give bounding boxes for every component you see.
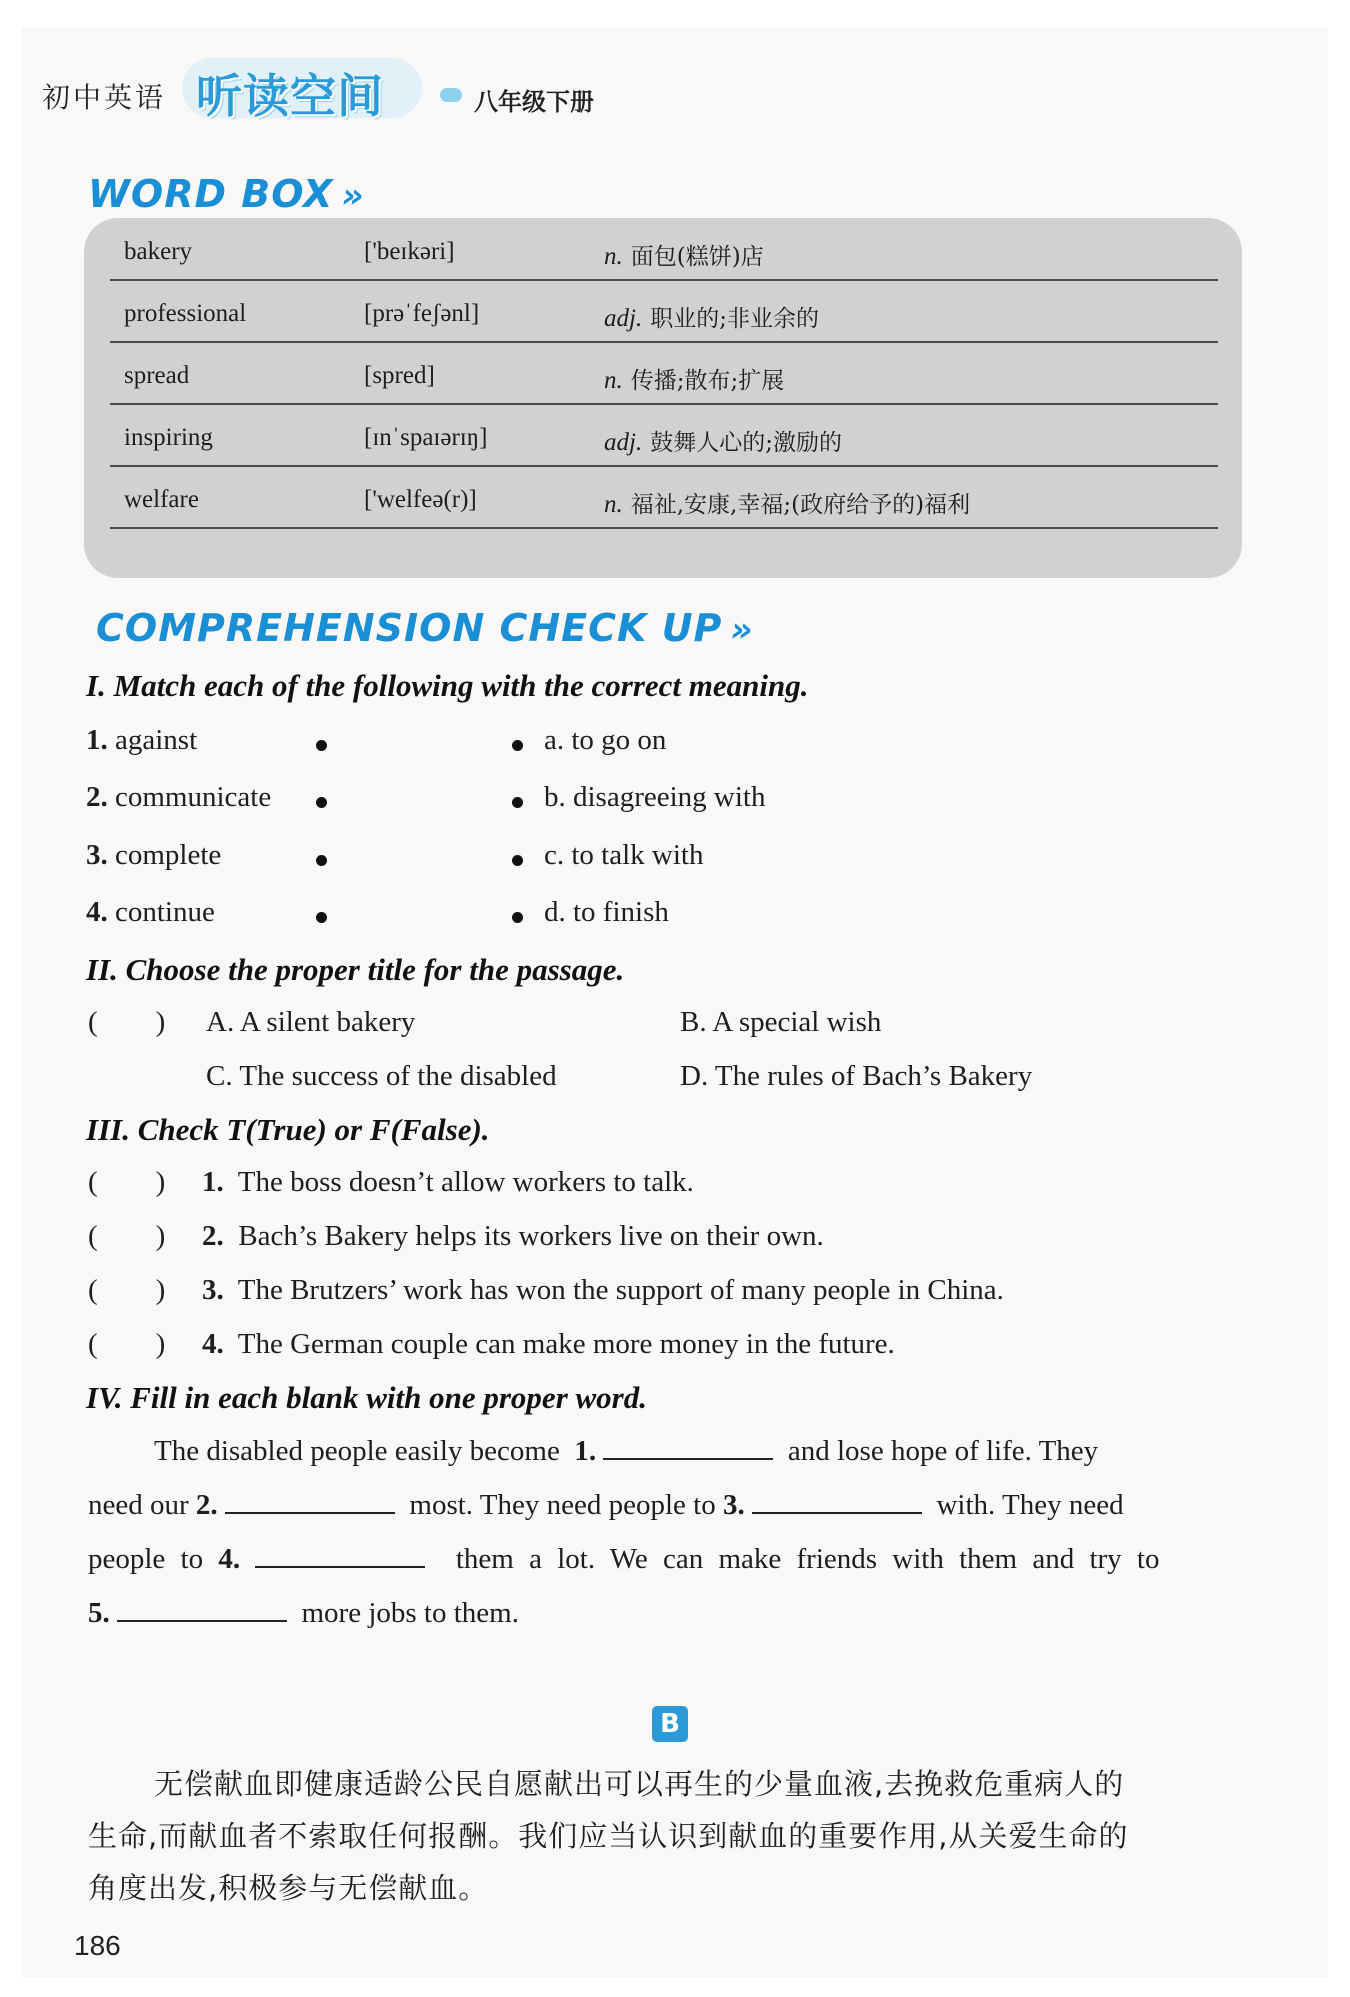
answer-blank[interactable]: ( ) [88,1006,166,1038]
phonetic: [ɪnˈspaɪərɪŋ] [364,424,488,451]
part-of-speech: n. [604,367,623,394]
part-of-speech: adj. [604,429,643,456]
option-c: C. The success of the disabled [206,1060,557,1092]
series-logo: 听读空间 [196,69,384,123]
cloze-line: 5. more jobs to them. [88,1597,519,1629]
fill-blank[interactable] [752,1488,922,1514]
meaning-text: 传播;散布;扩展 [630,368,785,394]
match-right-item: b. disagreeing with [544,781,766,813]
meaning [604,238,764,271]
match-right-item: d. to finish [544,896,669,928]
answer-blank[interactable]: ( ) [88,1220,166,1252]
meaning-text: 福祉,安康,幸福;(政府给予的)福利 [630,492,971,518]
part2-title: II. Choose the proper title for the passage. [86,952,625,987]
comprehension-heading [96,606,754,650]
word-row [110,466,1218,529]
part-of-speech: adj. [604,305,643,332]
cloze-line: The disabled people easily become 1. and lose hope of life. They [154,1435,1099,1467]
match-dot-left[interactable] [316,797,327,808]
cloud-bullet-icon [440,88,462,102]
section-b-paragraph-line: 角度出发,积极参与无偿献血。 [88,1871,489,1905]
meaning-text: 鼓舞人心的;激励的 [650,430,842,456]
match-dot-left[interactable] [316,912,327,923]
match-dot-right[interactable] [512,797,523,808]
match-right-item: c. to talk with [544,839,704,871]
answer-blank[interactable]: ( ) [88,1328,166,1360]
fill-blank[interactable] [117,1596,287,1622]
meaning [604,300,819,333]
word-box [84,218,1242,578]
match-dot-right[interactable] [512,740,523,751]
match-dot-left[interactable] [316,855,327,866]
option-b: B. A special wish [680,1006,882,1038]
match-left-item: 2. communicate [86,781,272,813]
meaning [604,424,842,457]
series-title: 初中英语 [42,81,167,114]
meaning [604,486,970,519]
match-left-item: 4. continue [86,896,215,928]
match-dot-right[interactable] [512,855,523,866]
cloze-line: people to 4. them a lot. We can make friends with them and try to [88,1543,1160,1575]
tf-statement: 1. The boss doesn’t allow workers to talk. [202,1166,694,1198]
page-number: 186 [74,1930,121,1961]
word: bakery [124,238,193,265]
cloze-line: need our 2. most. They need people to 3. with. They need [88,1489,1124,1521]
part-of-speech: n. [604,491,623,518]
match-right-item: a. to go on [544,724,667,756]
part-of-speech: n. [604,243,623,270]
tf-statement: 4. The German couple can make more money in the future. [202,1328,895,1360]
word-row [110,280,1218,343]
section-b-badge: B [652,1706,688,1742]
word-row [110,404,1218,467]
phonetic: ['beɪkəri] [364,238,455,265]
match-left-item: 3. complete [86,839,222,871]
option-a: A. A silent bakery [206,1006,416,1038]
phonetic: ['welfeə(r)] [364,486,477,513]
word-box-title: WORD BOX [88,172,334,216]
match-dot-left[interactable] [316,740,327,751]
word: inspiring [124,424,213,451]
answer-blank[interactable]: ( ) [88,1274,166,1306]
phonetic: [spred] [364,362,435,389]
meaning-text: 面包(糕饼)店 [630,244,764,270]
word: welfare [124,486,199,513]
option-d: D. The rules of Bach’s Bakery [680,1060,1033,1092]
grade-label: 八年级下册 [474,88,594,116]
word: spread [124,362,190,389]
part4-title: IV. Fill in each blank with one proper word. [86,1380,647,1415]
meaning-text: 职业的;非业余的 [650,306,819,332]
meaning [604,362,784,395]
section-b-paragraph-line: 无偿献血即健康适龄公民自愿献出可以再生的少量血液,去挽救危重病人的 [154,1767,1125,1801]
match-dot-right[interactable] [512,912,523,923]
fill-blank[interactable] [255,1542,425,1568]
section-b-paragraph-line: 生命,而献血者不索取任何报酬。我们应当认识到献血的重要作用,从关爱生命的 [88,1819,1129,1853]
double-chevron-icon: » [341,176,365,216]
part1-title: I. Match each of the following with the correct meaning. [86,668,809,703]
word-row [110,218,1218,281]
match-left-item: 1. against [86,724,198,756]
part3-title: III. Check T(True) or F(False). [86,1112,490,1147]
tf-statement: 3. The Brutzers’ work has won the support of many people in China. [202,1274,1004,1306]
fill-blank[interactable] [225,1488,395,1514]
fill-blank[interactable] [603,1434,773,1460]
answer-blank[interactable]: ( ) [88,1166,166,1198]
word-box-heading [88,172,365,216]
word-row [110,342,1218,405]
double-chevron-icon: » [730,610,754,650]
comprehension-title: COMPREHENSION CHECK UP [96,606,723,650]
phonetic: [prəˈfeʃənl] [364,300,480,327]
word: professional [124,300,247,327]
tf-statement: 2. Bach’s Bakery helps its workers live on their own. [202,1220,824,1252]
